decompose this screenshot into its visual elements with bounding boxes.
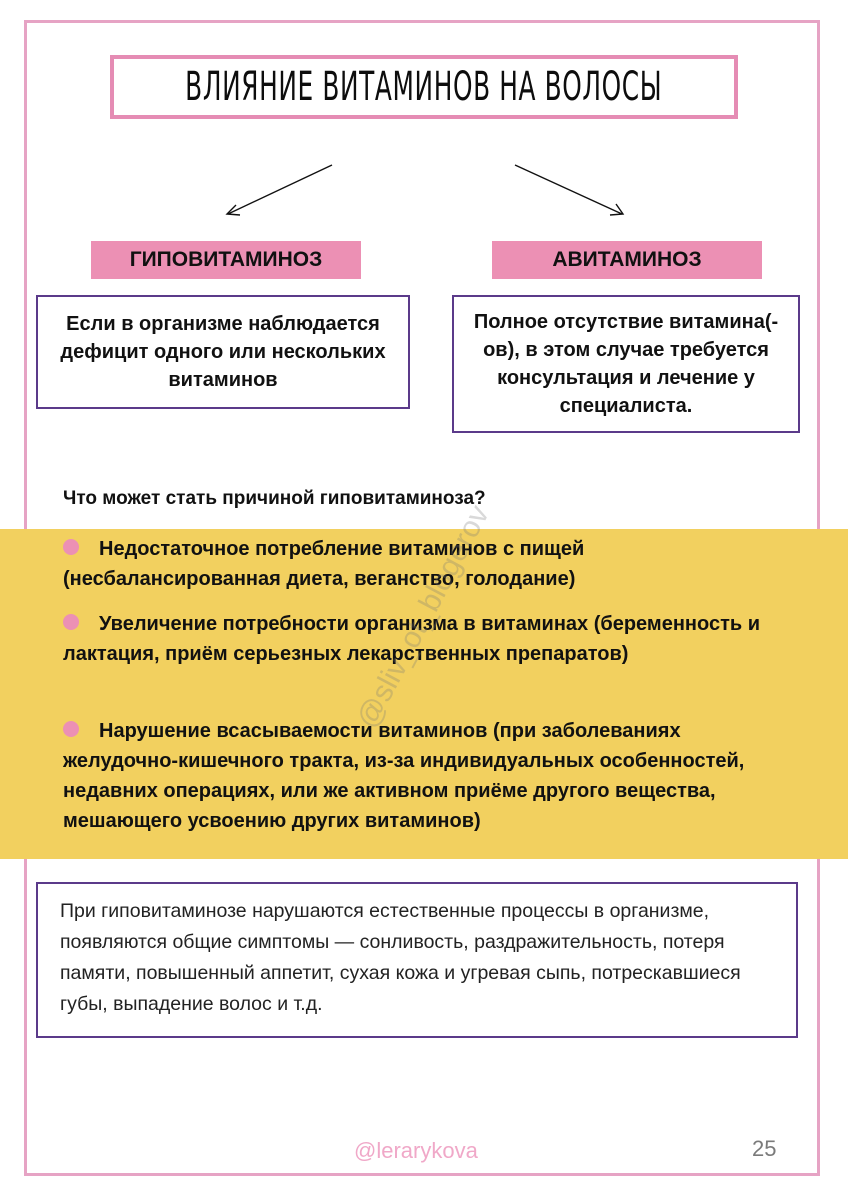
cause-text: Нарушение всасываемости витаминов (при заболеваниях желудочно-кишечного тракта, из-за индивидуальных особенностей, недавних операциях, или же активном приёме другого вещества, мешающего усвоению других витаминов) — [63, 720, 745, 832]
symptoms-box — [36, 882, 798, 1038]
bullet-dot-icon — [63, 539, 79, 555]
avitaminosis-label — [492, 241, 762, 279]
page-number: 25 — [752, 1136, 777, 1161]
cause-item — [63, 716, 793, 836]
bullet-dot-icon — [63, 614, 79, 630]
causes-question: Что может стать причиной гиповитаминоза? — [63, 488, 486, 509]
hypovitaminosis-label — [91, 241, 361, 279]
title-box — [110, 55, 738, 119]
page-title: ВЛИЯНИЕ ВИТАМИНОВ НА ВОЛОСЫ — [185, 64, 663, 110]
avitaminosis-definition-text: Полное отсутствие витамина(-ов), в этом случае требуется консультация и лечение у специалиста. — [473, 311, 779, 417]
avitaminosis-label-text: АВИТАМИНОЗ — [552, 248, 702, 271]
avitaminosis-definition — [452, 295, 800, 433]
hypovitaminosis-label-text: ГИПОВИТАМИНОЗ — [129, 248, 323, 271]
cause-text: Увеличение потребности организма в витаминах (беременность и лактация, приём серьезных лекарственных препаратов) — [63, 613, 761, 665]
hypovitaminosis-definition-text: Если в организме наблюдается дефицит одного или нескольких витаминов — [60, 313, 386, 391]
author-handle: @lerarykova — [354, 1138, 478, 1163]
symptoms-text: При гиповитаминозе нарушаются естественные процессы в организме, появляются общие симптомы — сонливость, раздражительность, потеря памяти, повышенный аппетит, сухая кожа и угревая сыпь, потрескавшиеся губы, выпадение волос и т.д. — [60, 900, 741, 1015]
cause-text: Недостаточное потребление витаминов с пищей (несбалансированная диета, веганство, голодание) — [63, 538, 585, 590]
watermark: @sliv_ot_blogerov — [350, 499, 496, 734]
hypovitaminosis-definition — [36, 295, 410, 409]
bullet-dot-icon — [63, 721, 79, 737]
